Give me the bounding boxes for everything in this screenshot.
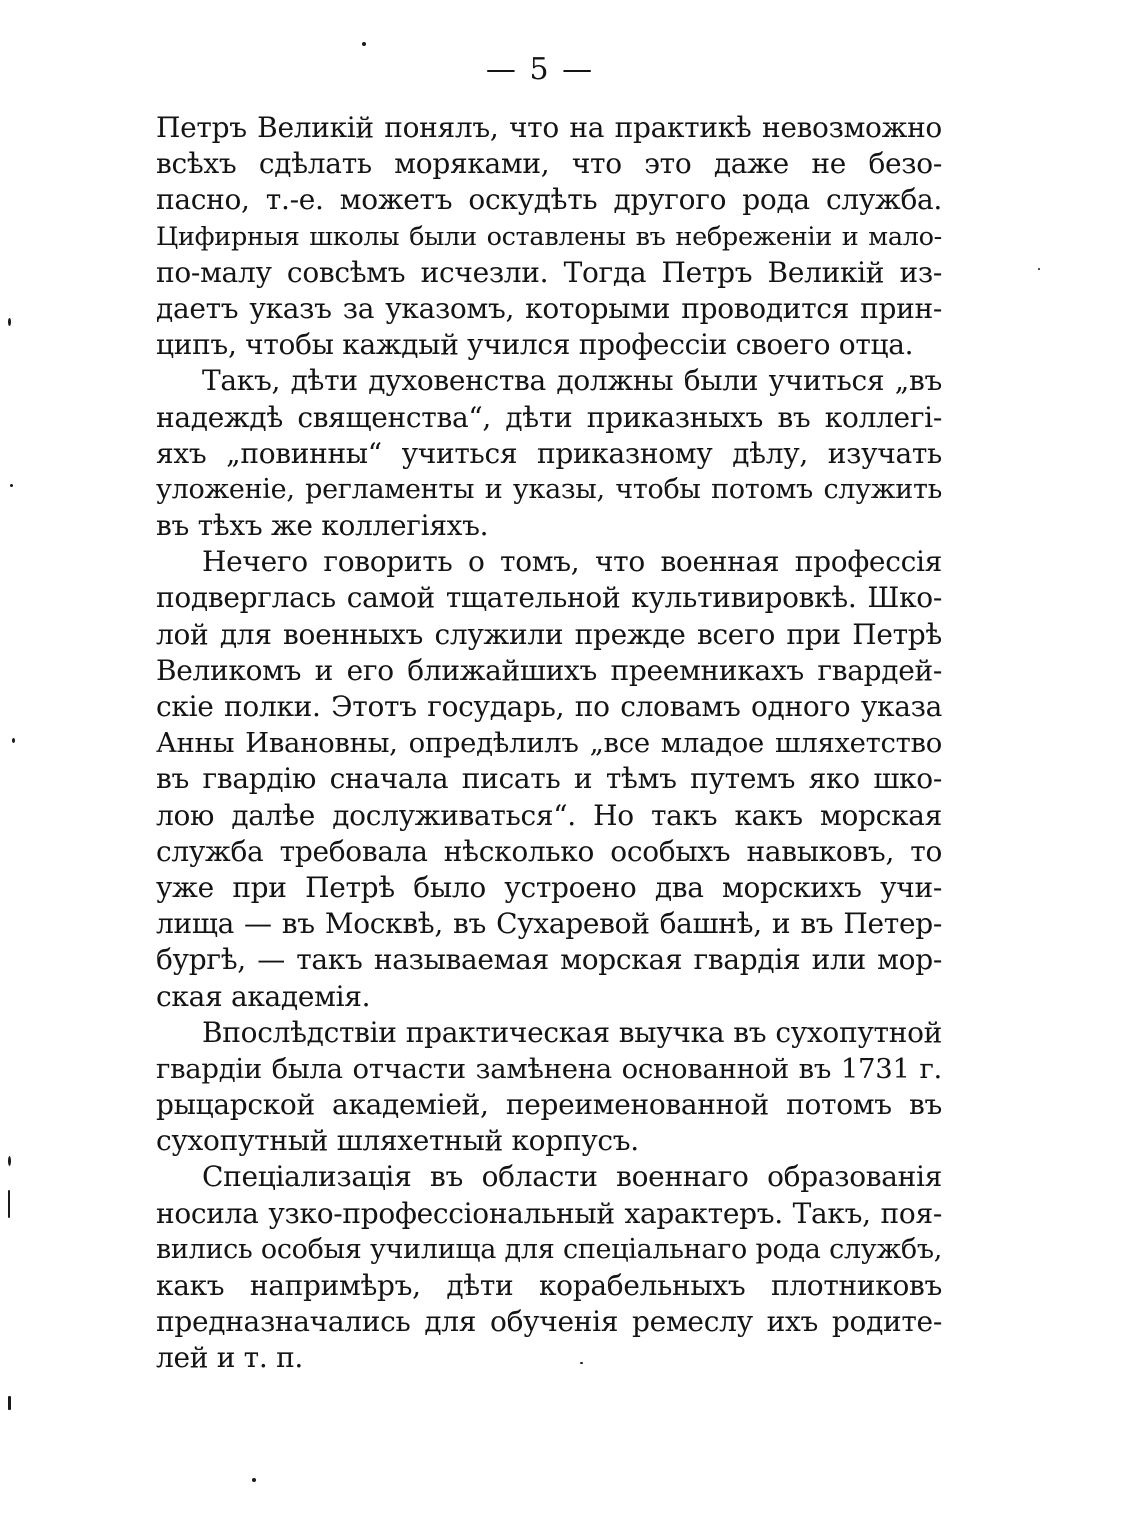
text-line: лей и т. п. bbox=[156, 1341, 304, 1375]
scan-speck bbox=[10, 484, 13, 487]
text-line: лища — въ Москвѣ, въ Сухаревой башнѣ, и въ Петер- bbox=[156, 907, 942, 941]
text-line: Анны Ивановны, опредѣлилъ „все младое шляхетство bbox=[156, 727, 942, 760]
scan-speck bbox=[8, 1396, 11, 1410]
text-line: даетъ указъ за указомъ, которыми проводится прин- bbox=[156, 291, 942, 325]
text-line: ципъ, чтобы каждый учился профессіи своего отца. bbox=[156, 328, 914, 362]
scan-speck bbox=[12, 738, 15, 743]
text-line: Такъ, дѣти духовенства должны были учиться „въ bbox=[202, 364, 942, 398]
text-line: подверглась самой тщательной культивировкѣ. Шко- bbox=[156, 581, 942, 615]
text-line: по-малу совсѣмъ исчезли. Тогда Петръ Великій из- bbox=[156, 255, 942, 289]
text-line: бургѣ, — такъ называемая морская гвардія или мор- bbox=[156, 943, 942, 977]
text-line: Нечего говорить о томъ, что военная профессія bbox=[202, 545, 942, 579]
text-line: Петръ Великій понялъ, что на практикѣ невозможно bbox=[156, 111, 942, 144]
text-line: служба требовала нѣсколько особыхъ навыковъ, то bbox=[156, 834, 942, 868]
scan-speck bbox=[8, 318, 11, 326]
text-line: пасно, т.-е. можетъ оскудѣть другого рода служба. bbox=[156, 183, 942, 217]
text-line: какъ напримѣръ, дѣти корабельныхъ плотниковъ bbox=[156, 1269, 942, 1302]
text-line: всѣхъ сдѣлать моряками, что это даже не безо- bbox=[156, 147, 942, 181]
text-line: въ тѣхъ же коллегіяхъ. bbox=[156, 509, 489, 543]
text-line: скіе полки. Этотъ государь, по словамъ одного указа bbox=[156, 690, 942, 723]
text-line: въ гвардію сначала писать и тѣмъ путемъ яко шко- bbox=[156, 762, 942, 796]
text-line: гвардіи была отчасти замѣнена основанной въ 1731 г. bbox=[156, 1052, 942, 1085]
text-line: Великомъ и его ближайшихъ преемникахъ гвардей- bbox=[156, 653, 942, 687]
text-line: ская академія. bbox=[156, 979, 371, 1013]
text-line: уже при Петрѣ было устроено два морскихъ учи- bbox=[156, 870, 942, 904]
scan-speck bbox=[252, 1478, 256, 1482]
text-line: вились особыя училища для спеціальнаго рода службъ, bbox=[156, 1233, 942, 1265]
text-line: лою далѣе дослуживаться“. Но такъ какъ морская bbox=[156, 798, 942, 832]
text-line: яхъ „повинны“ учиться приказному дѣлу, изучать bbox=[156, 436, 942, 470]
text-line: предназначались для обученія ремеслу ихъ родите- bbox=[156, 1305, 942, 1339]
scan-speck bbox=[8, 1156, 11, 1166]
text-line: лой для военныхъ служили прежде всего при Петрѣ bbox=[156, 617, 942, 651]
text-line: уложеніе, регламенты и указы, чтобы потомъ служить bbox=[156, 473, 942, 505]
page-number: — 5 — bbox=[485, 52, 595, 87]
body-text bbox=[156, 110, 942, 1377]
text-line: Цифирныя школы были оставлены въ небреженіи и мало- bbox=[156, 221, 942, 252]
text-line: рыцарской академіей, переименованной потомъ въ bbox=[156, 1088, 942, 1122]
scan-speck bbox=[1038, 268, 1040, 270]
scan-speck bbox=[362, 42, 366, 46]
scan-speck bbox=[8, 1190, 10, 1218]
text-line: носила узко-профессіональный характеръ. Такъ, поя- bbox=[156, 1196, 942, 1230]
text-line: сухопутный шляхетный корпусъ. bbox=[156, 1124, 639, 1158]
text-line: надеждѣ священства“, дѣти приказныхъ въ коллегі- bbox=[156, 400, 942, 434]
text-line: Спеціализація въ области военнаго образованія bbox=[202, 1160, 942, 1194]
scan-speck bbox=[580, 1362, 583, 1364]
text-line: Впослѣдствіи практическая выучка въ сухопутной bbox=[202, 1015, 942, 1049]
